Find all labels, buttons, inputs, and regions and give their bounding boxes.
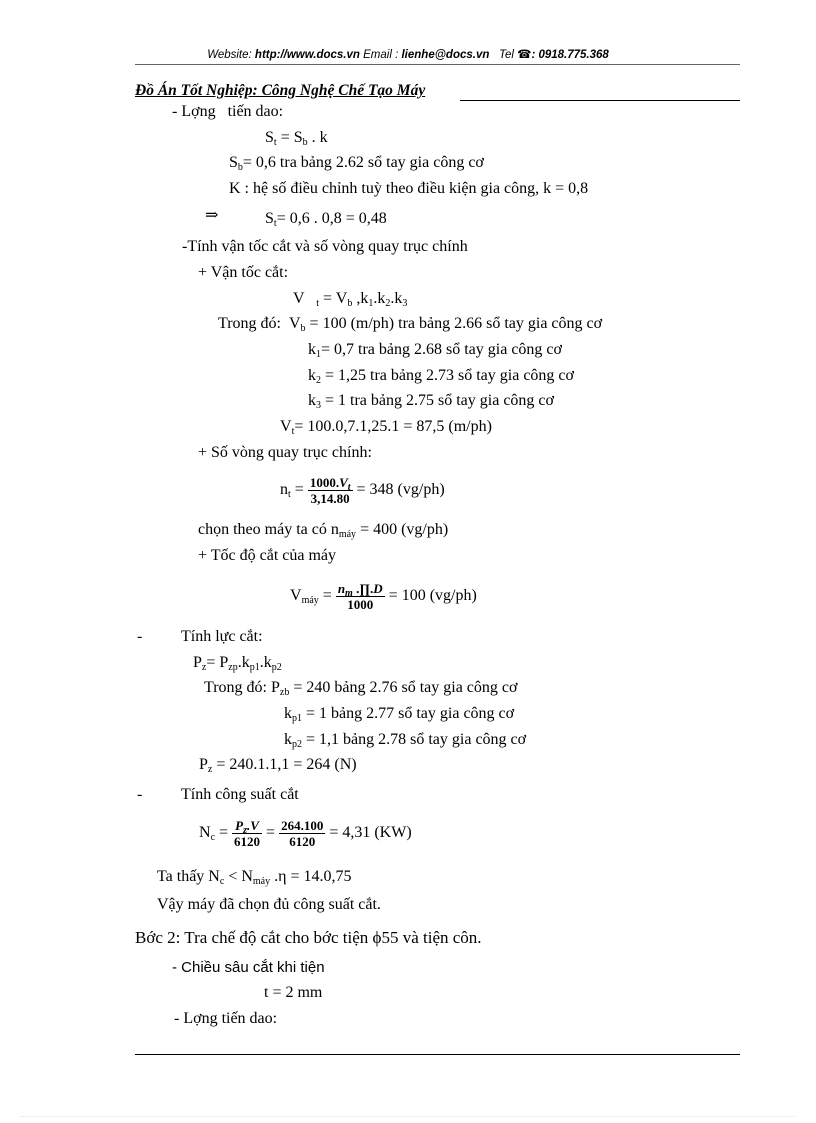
nc-fraction-2: $\frac{264.100}{6120}$ [281, 817, 324, 849]
vmay-formula: $V_{máy}$ = $\frac{n_m .\prod.D}{1000}$ = 100 (vg/ph) [290, 580, 477, 612]
power-comparison: Ta thấy $N_c < N_{máy}$ .η = 14.0,75 [157, 868, 352, 887]
k2-value: $k_2 = 1,25$ tra bảng 2.73 sổ tay gia công cơ [308, 367, 574, 386]
title-underline-extension [460, 100, 740, 101]
tel-number: : 0918.775.368 [531, 49, 609, 61]
document-title: Đồ Án Tốt Nghiệp: Công Nghệ Chế Tạo Máy [135, 82, 426, 99]
vmay-fraction: $\frac{n_m .\prod.D}{1000}$ [337, 580, 383, 612]
pz-formula: $P_z= P_{zp}.k_{p1}.k_{p2}$ [193, 654, 282, 673]
page-header [0, 48, 816, 62]
cut-depth-value: t = 2 mm [264, 984, 323, 1001]
nc-fraction-1: $\frac{P_z.V}{6120}$ [234, 817, 261, 849]
k-coefficient: K : hệ số điều chỉnh tuỳ theo điều kiện gia công, k = 0,8 [229, 180, 589, 197]
cutting-speed-heading: -Tính vận tốc cắt và số vòng quay trục chính [182, 238, 468, 255]
nc-formula: $N_c$ = $\frac{P_z.V}{6120}$ = $\frac{264.100}{6120}$ = 4,31 (KW) [199, 817, 412, 849]
kp2-value: $k_{p2} = 1,1$ bảng 2.78 sổ tay gia công cơ [284, 731, 527, 750]
footer-rule [135, 1054, 740, 1055]
power-conclusion: Vậy máy đã chọn đủ công suất cắt. [157, 896, 381, 913]
bullet-dash: - [137, 628, 143, 645]
email-label: Email : [363, 49, 399, 61]
bullet-dash: - [137, 786, 143, 803]
kp1-value: $k_{p1} = 1$ bảng 2.77 sổ tay gia công cơ [284, 705, 515, 724]
page-bottom-dotted-line [20, 1116, 796, 1117]
sb-value: $S_b= 0,6$ tra bảng 2.62 sổ tay gia công cơ [229, 154, 484, 173]
feed-rate-heading: - Lợng tiến dao: [172, 103, 284, 120]
website-label: Website: [207, 49, 252, 61]
header-rule [135, 64, 740, 65]
nt-fraction: $\frac{1000.V_t}{3,14.80}$ [309, 474, 351, 506]
k1-value: $k_1= 0,7$ tra bảng 2.68 sổ tay gia công cơ [308, 341, 562, 360]
machine-cutting-speed-heading: + Tốc độ cắt của máy [198, 547, 337, 564]
email-address[interactable]: lienhe@docs.vn [401, 49, 490, 61]
pzb-value: Trong đó: $P_{zb} = 240$ bảng 2.76 sổ tay gia công cơ [204, 679, 518, 698]
cutting-speed-sub: + Vận tốc cắt: [198, 264, 289, 281]
website-url[interactable]: http://www.docs.vn [254, 49, 360, 61]
vt-result: $V_t= 100.0,7.1,25.1 = 87,5$ (m/ph) [280, 418, 492, 437]
feed-formula: $S_t = S_b$ . k [265, 129, 328, 148]
machine-speed-choice: chọn theo máy ta có $n_{máy} = 400$ (vg/ph) [198, 521, 449, 540]
vb-value: Trong đó: $V_b = 100$ (m/ph) tra bảng 2.66 sổ tay gia công cơ [218, 315, 603, 334]
pz-result: $P_z = 240.1.1,1 = 264$ (N) [199, 756, 357, 775]
step-2-heading: Bớc 2: Tra chế độ cắt cho bớc tiện ϕ55 và tiện côn. [135, 928, 482, 947]
cutting-force-heading: Tính lực cắt: [181, 628, 263, 645]
implies-arrow: ⇒ [205, 207, 219, 224]
st-result: $S_t= 0,6$ . 0,8 = 0,48 [265, 210, 387, 229]
nt-formula: $n_t$ = $\frac{1000.V_t}{3,14.80}$ = 348 (vg/ph) [280, 474, 445, 506]
cut-depth-heading: - Chiều sâu cắt khi tiện [172, 959, 325, 976]
cutting-power-heading: Tính công suất cắt [181, 786, 299, 803]
tel-label: Tel [498, 49, 514, 61]
feed-rate-heading-2: - Lợng tiến dao: [174, 1010, 278, 1027]
k3-value: $k_3 = 1$ tra bảng 2.75 sổ tay gia công cơ [308, 392, 554, 411]
vt-formula: V $_t = V_b$ $,k_1.k_2.k_3$ [293, 290, 408, 309]
phone-icon: ☎ [517, 49, 532, 61]
spindle-speed-heading: + Số vòng quay trục chính: [198, 444, 372, 461]
